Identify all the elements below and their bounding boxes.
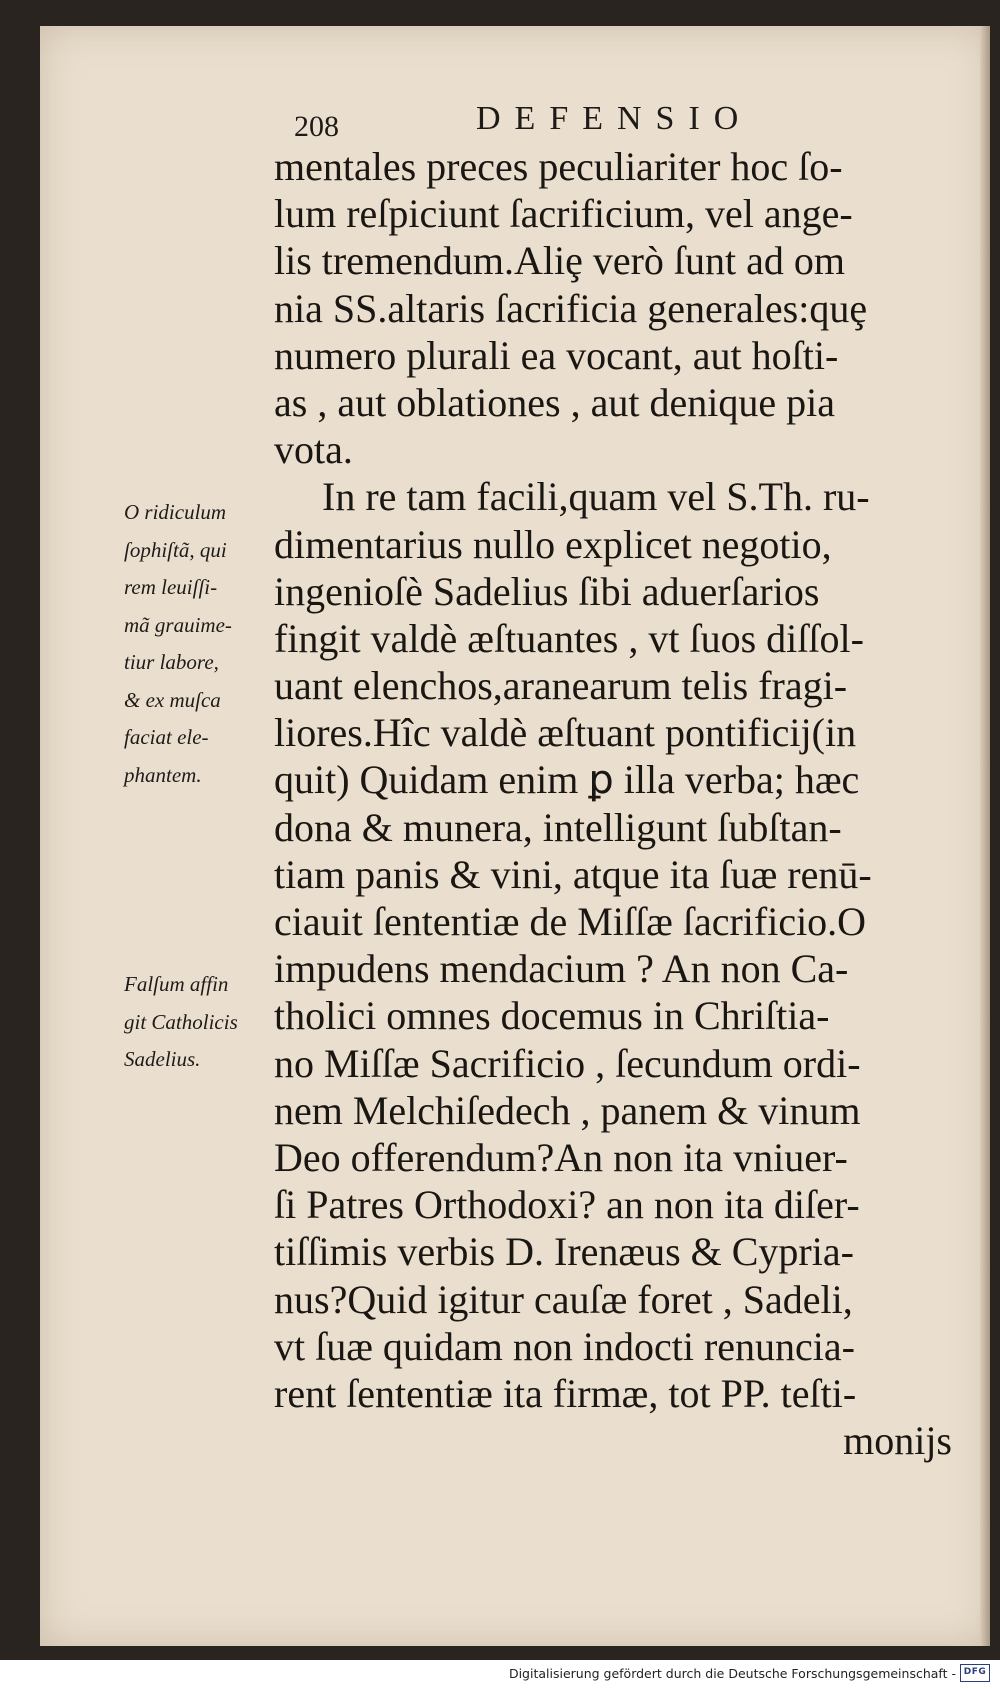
text-line: quit) Quidam enim ꝑ illa verba; hæc — [274, 757, 860, 803]
text-line: vota. — [274, 427, 353, 473]
text-line: lis tremendum.Aliȩ verò ſunt ad om — [274, 238, 845, 284]
marginal-note — [124, 966, 284, 1079]
marginal-note-line: & ex muſca — [124, 687, 221, 712]
text-line: Deo offerendum?An non ita vniuer- — [274, 1134, 848, 1180]
text-line: nem Melchiſedech , panem & vinum — [274, 1087, 861, 1133]
text-line: fingit valdè æſtuantes , vt ſuos diſſol- — [274, 615, 864, 661]
text-line: mentales preces peculiariter hoc ſo- — [274, 144, 843, 189]
text-line: as , aut oblationes , aut denique pia — [274, 379, 835, 425]
page-edge — [980, 26, 990, 1646]
text-line: tholici omnes docemus in Chriſtia- — [274, 993, 830, 1039]
page-number: 208 — [294, 110, 339, 143]
marginal-note-line: Falſum affin — [124, 972, 229, 996]
text-line: ingenioſè Sadelius ſibi aduerſarios — [274, 568, 820, 614]
text-line: dona & munera, intelligunt ſubſtan- — [274, 804, 842, 850]
text-line: tiam panis & vini, atque ita ſuæ renū- — [274, 851, 872, 897]
dfg-logo-icon: DFG — [960, 1664, 990, 1682]
text-line: nus?Quid igitur cauſæ foret , Sadeli, — [274, 1276, 853, 1322]
text-line: no Miſſæ Sacrificio , ſecundum ordi- — [274, 1040, 861, 1086]
funding-credit: Digitalisierung gefördert durch die Deutsche Forschungsgemeinschaft - — [508, 1666, 956, 1681]
text-line: impudens mendacium ? An non Ca- — [274, 946, 849, 992]
marginal-note-line: git Catholicis — [124, 1009, 238, 1034]
marginal-note-line: Sadelius. — [124, 1047, 201, 1071]
digitization-footer — [0, 1660, 1000, 1689]
running-title: DEFENSIO — [476, 100, 753, 137]
marginal-note-line: ſophiſtã, qui — [124, 537, 227, 562]
marginal-note-line: O ridiculum — [124, 500, 227, 524]
text-line: lum reſpiciunt ſacrificium, vel ange- — [274, 191, 853, 237]
marginal-note-line: tiur labore, — [124, 650, 219, 674]
main-text-block — [274, 143, 954, 1464]
text-line: ciauit ſententiæ de Miſſæ ſacrificio.O — [274, 899, 867, 944]
text-line: rent ſententiæ ita firmæ, tot PP. teſti- — [274, 1370, 857, 1416]
paragraph-start-line: In re tam facili,quam vel S.Th. ru- — [322, 474, 870, 520]
text-line: numero plurali ea vocant, aut hoſti- — [274, 332, 839, 378]
marginal-note — [124, 494, 284, 794]
text-line: vt ſuæ quidam non indocti renuncia- — [274, 1323, 855, 1369]
text-line: dimentarius nullo explicet negotio, — [274, 521, 832, 567]
marginal-note-line: rem leuiſſi- — [124, 575, 218, 599]
text-line: uant elenchos,aranearum telis fragi- — [274, 663, 848, 709]
text-line: liores.Hîc valdè æſtuant pontificij(in — [274, 710, 857, 756]
marginal-note-line: phantem. — [124, 762, 202, 787]
marginal-note-line: mã grauime- — [124, 612, 232, 637]
marginal-note-line: faciat ele- — [124, 725, 209, 749]
text-line: ſi Patres Orthodoxi? an non ita diſer- — [274, 1182, 860, 1228]
text-line: nia SS.altaris ſacrificia generales:quȩ — [274, 285, 868, 331]
catchword: monijs — [843, 1418, 952, 1464]
text-line: tiſſimis verbis D. Irenæus & Cypria- — [274, 1229, 854, 1275]
